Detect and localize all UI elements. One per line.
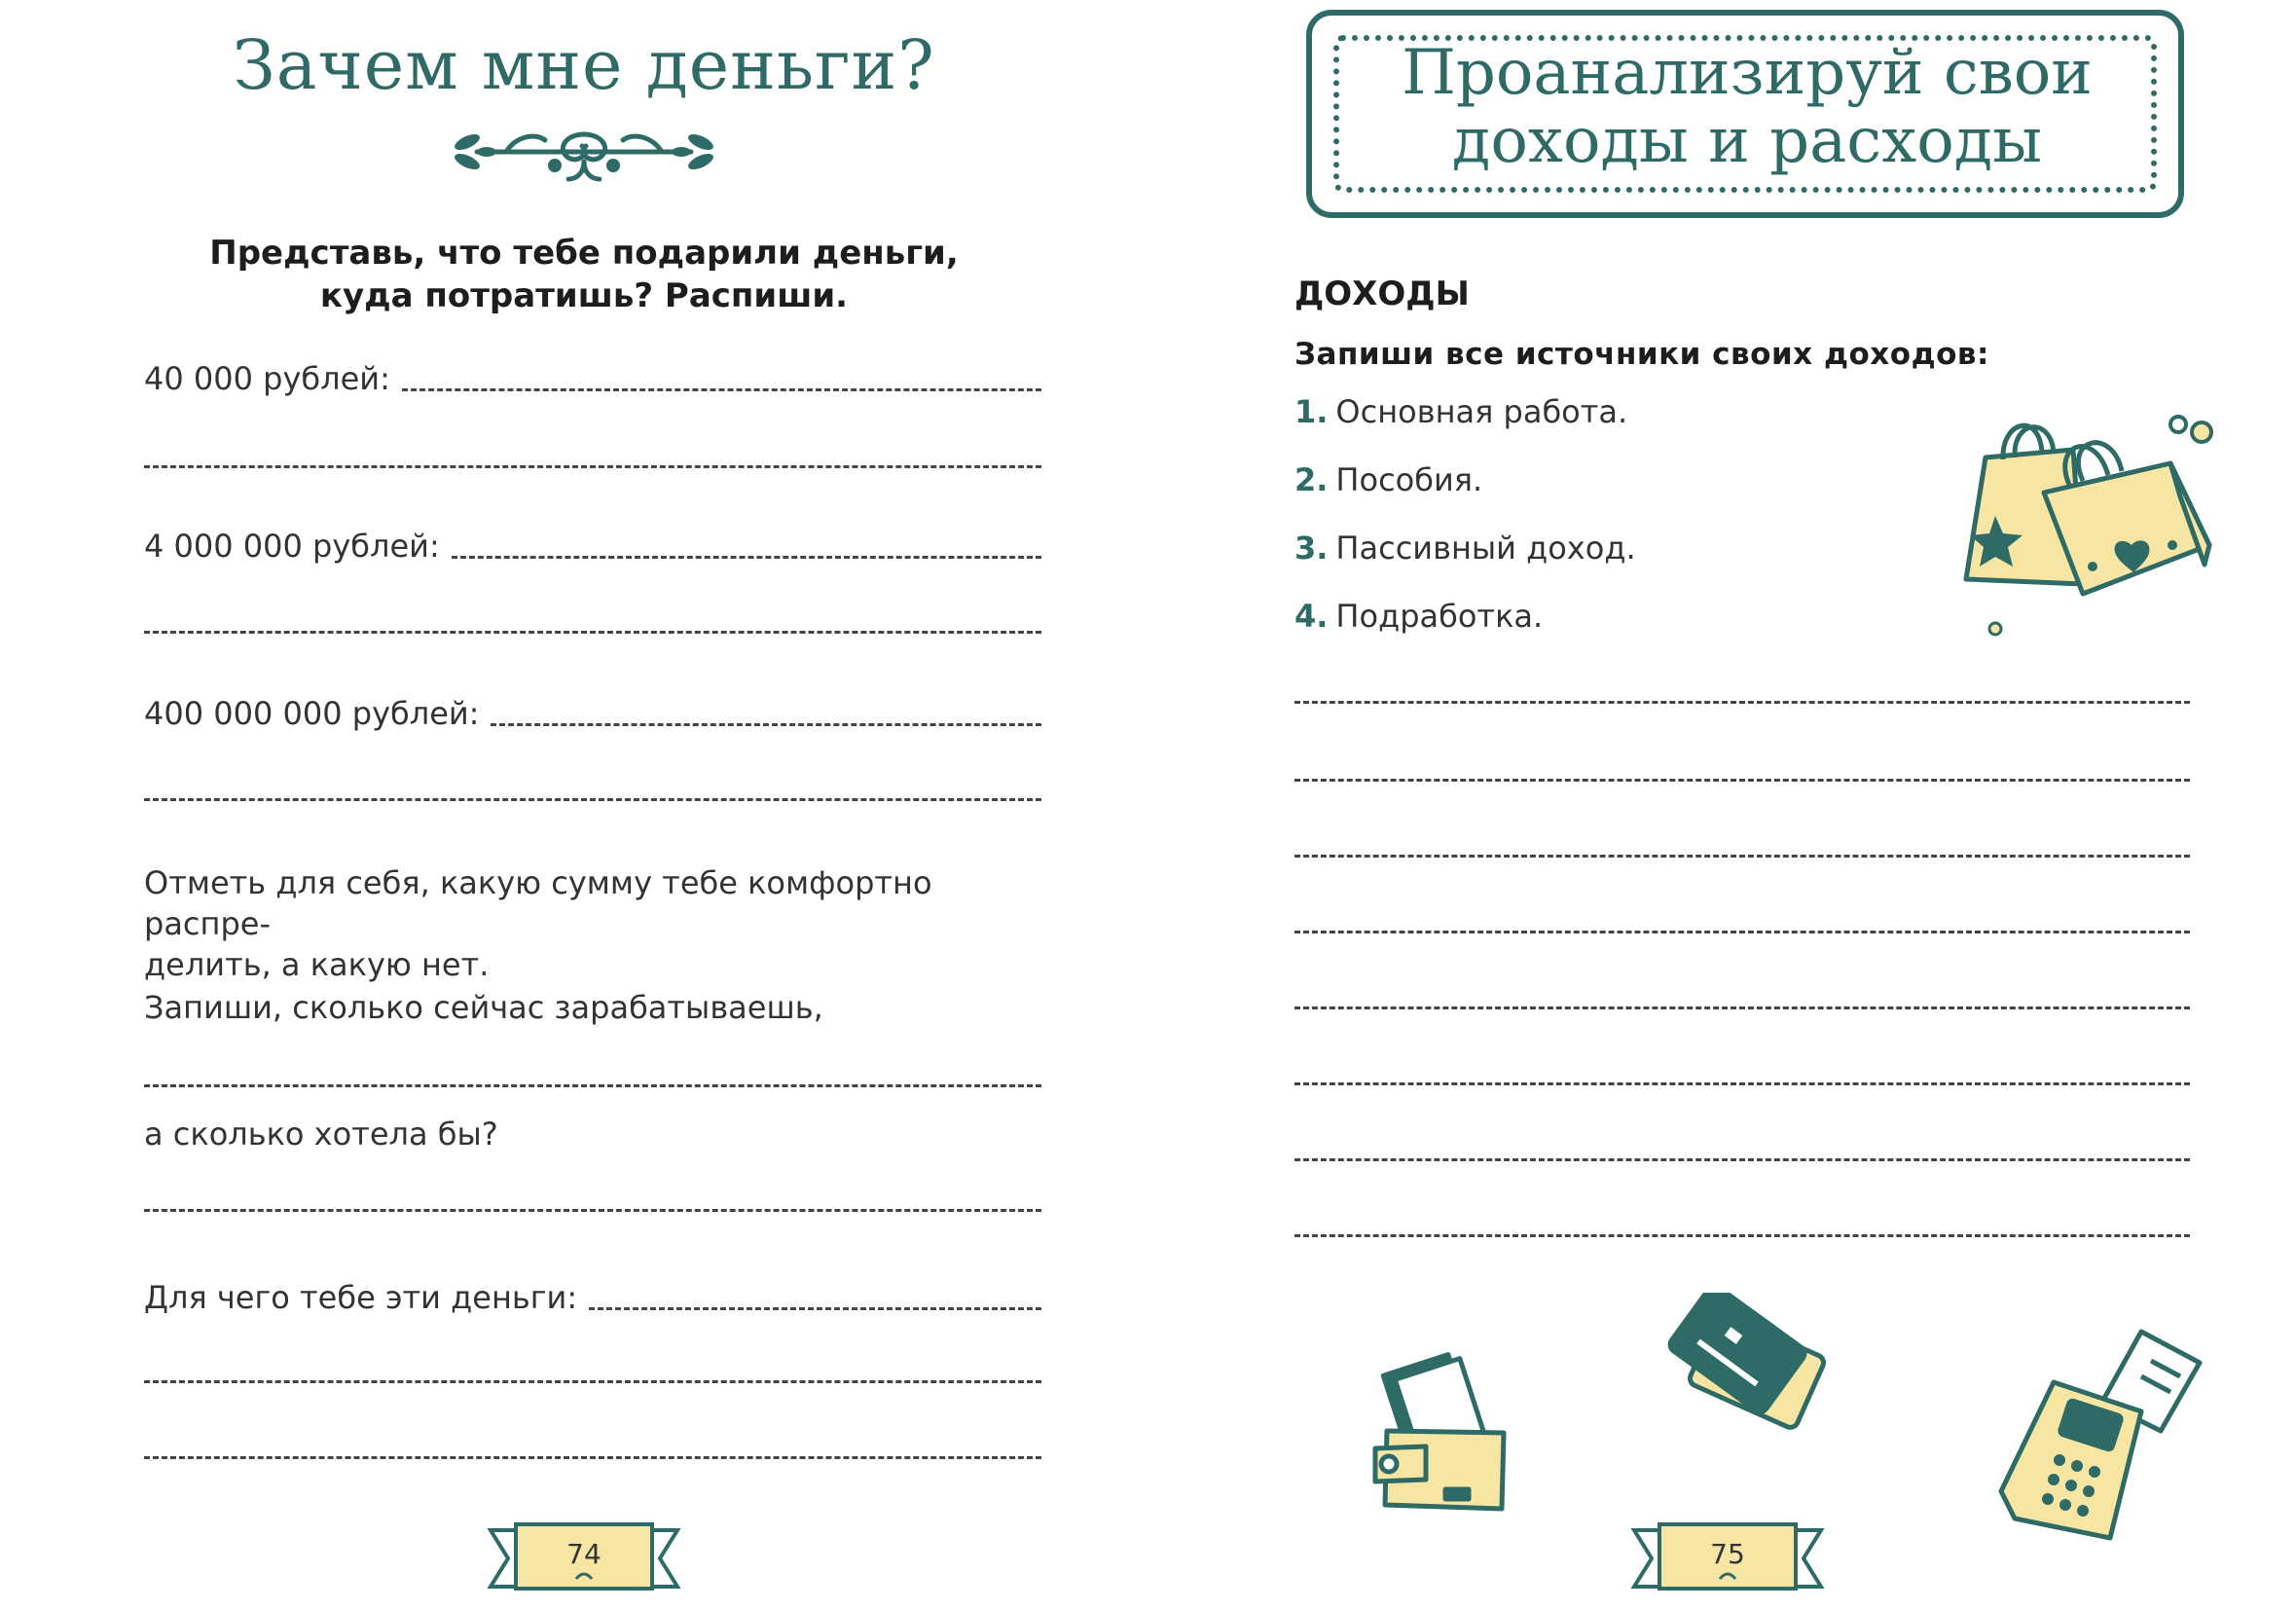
answer-line[interactable] <box>491 723 1041 726</box>
answer-line[interactable] <box>1294 931 2190 933</box>
answer-line[interactable] <box>1294 779 2190 782</box>
answer-line[interactable] <box>1294 1158 2190 1161</box>
answer-line[interactable] <box>144 1380 1041 1383</box>
bank-cards-icon <box>1659 1293 1835 1458</box>
amount-40k-row <box>144 360 1041 397</box>
answer-line[interactable] <box>402 388 1041 391</box>
answer-line[interactable] <box>144 1456 1041 1459</box>
list-item-text: Пассивный доход. <box>1335 530 1636 567</box>
answer-line[interactable] <box>1294 855 2190 858</box>
answer-line[interactable] <box>1294 1082 2190 1085</box>
right-page <box>1148 0 2296 1610</box>
list-item-number: 3. <box>1294 530 1329 567</box>
instruction: Запиши все источники своих доходов: <box>1294 337 1989 372</box>
answer-line[interactable] <box>144 798 1041 801</box>
amount-4m-row <box>144 528 1041 565</box>
task-prompt-line2: куда потратишь? Распиши. <box>319 276 849 315</box>
task-prompt <box>117 232 1051 317</box>
answer-line[interactable] <box>144 1209 1041 1212</box>
list-item-number: 1. <box>1294 393 1329 430</box>
list-item-number: 4. <box>1294 598 1329 635</box>
answer-line[interactable] <box>452 556 1041 559</box>
answer-line[interactable] <box>144 631 1041 634</box>
answer-line[interactable] <box>144 465 1041 468</box>
list-item-text: Основная работа. <box>1335 393 1628 430</box>
page-title-line1: Проанализируй свои <box>1402 37 2093 109</box>
list-item <box>1294 530 1636 567</box>
shopping-bags-icon <box>1947 399 2239 642</box>
comfort-note-line2: делить, а какую нет. <box>144 946 490 983</box>
page-number: 74 <box>566 1538 601 1570</box>
comfort-note-line1: Отметь для себя, какую сумму тебе комфортно распре- <box>144 864 932 942</box>
list-item-number: 2. <box>1294 461 1329 498</box>
section-heading: ДОХОДЫ <box>1294 274 1470 313</box>
list-item-text: Пособия. <box>1335 461 1483 498</box>
purpose-row <box>144 1279 1041 1316</box>
wallet-icon <box>1367 1343 1523 1519</box>
page-number-badge <box>487 1519 681 1596</box>
answer-line[interactable] <box>144 1084 1041 1087</box>
earn-label: Запиши, сколько сейчас зарабатываешь, <box>144 989 823 1026</box>
list-item <box>1294 598 1543 635</box>
list-item-text: Подработка. <box>1335 598 1544 635</box>
purpose-label: Для чего тебе эти деньги: <box>144 1279 578 1316</box>
payment-terminal-icon <box>1995 1324 2219 1567</box>
answer-line[interactable] <box>1294 701 2190 704</box>
task-prompt-line1: Представь, что тебе подарили деньги, <box>209 234 959 273</box>
answer-line[interactable] <box>1294 1234 2190 1237</box>
page-title-line2: доходы и расходы <box>1451 105 2043 177</box>
page-number: 75 <box>1710 1538 1745 1570</box>
list-item <box>1294 393 1627 430</box>
answer-line[interactable] <box>1294 1006 2190 1009</box>
amount-40k-label: 40 000 рублей: <box>144 360 390 397</box>
comfort-note <box>144 862 1049 985</box>
list-item <box>1294 461 1482 498</box>
amount-400m-row <box>144 695 1041 732</box>
page-number-badge <box>1630 1519 1825 1596</box>
page-title: Зачем мне деньги? <box>233 25 935 105</box>
page-title <box>1324 39 2170 175</box>
answer-line[interactable] <box>589 1307 1041 1310</box>
amount-4m-label: 4 000 000 рублей: <box>144 528 440 565</box>
want-label: а сколько хотела бы? <box>144 1116 498 1153</box>
amount-400m-label: 400 000 000 рублей: <box>144 695 480 732</box>
leaf-ornament-icon <box>448 115 720 189</box>
